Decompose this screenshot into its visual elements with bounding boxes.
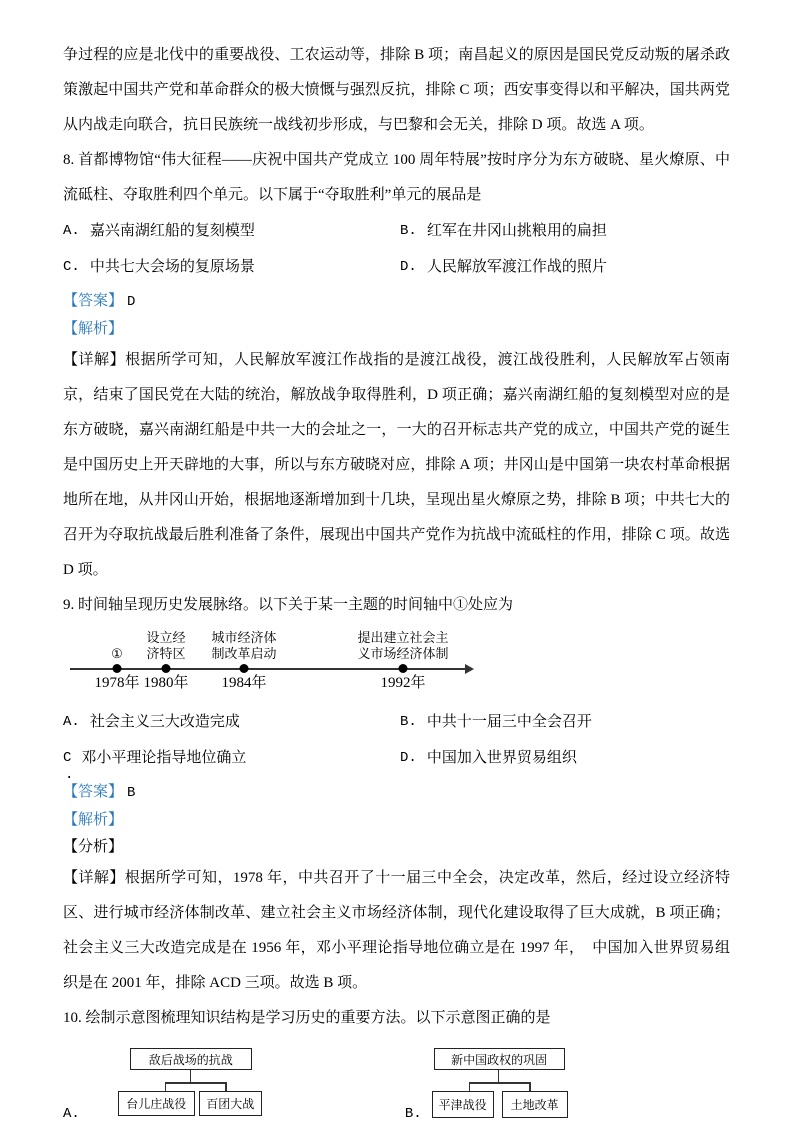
q9-fenxi-label: 【分析】: [63, 839, 124, 855]
q8-option-c: [63, 250, 400, 286]
q9-option-b-text: 中共十一届三中全会召开: [426, 714, 592, 730]
diagram-b-child-box-2: 土地改革: [502, 1091, 568, 1118]
q8-detail-paragraph: [63, 343, 730, 588]
q9-answer-label: 【答案】: [63, 784, 124, 800]
q9-analysis-label: 【解析】: [63, 812, 124, 828]
q8-option-a-label: A.: [63, 223, 80, 239]
diagram-b-root-box: 新中国政权的巩固: [434, 1048, 565, 1070]
connector-line: [469, 1082, 471, 1091]
q10-option-a-label: A.: [63, 1106, 80, 1122]
q8-detail-text: 根据所学可知，人民解放军渡江作战指的是渡江战役，渡江战役胜利，人民解放军占领南京，结束了国民党在大陆的统治，解放战争取得胜利，D 项正确；嘉兴南湖红船的复刻模型对应的是东方破晓，嘉兴南湖红船是中共一大的会址之一，一大的召开标志共产党的成立，中国共产党的诞生是中国历史上开天辟地的大事，所以与东方破晓对应，排除 A 项；井冈山是中国第一块农村革命根据地所在地，从井冈山开始，根据地逐渐增加到十几块，呈现出星火燎原之势，排除 B 项；中共七大的召开为夺取抗战最后胜利准备了条件，展现出中国共产党作为抗战中流砥柱的作用，排除 C 项。故选 D 项。: [63, 352, 730, 578]
q8-option-a: [63, 214, 400, 250]
q9-option-b-label: B.: [400, 714, 417, 730]
timeline-year-1978: 1978年: [94, 675, 140, 691]
connector-line: [225, 1082, 227, 1091]
q9-detail-paragraph: [63, 861, 730, 1001]
q8-option-a-text: 嘉兴南湖红船的复刻模型: [89, 223, 255, 239]
connector-line: [529, 1082, 531, 1091]
q8-option-b-text: 红军在井冈山挑粮用的扁担: [426, 223, 607, 239]
q9-detail-label: 【详解】: [63, 870, 125, 886]
q8-option-c-text: 中共七大会场的复原场景: [89, 259, 255, 275]
q9-detail-text: 根据所学可知，1978 年，中共召开了十一届三中全会，决定改革，然后，经过设立经济特区、进行城市经济体制改革、建立社会主义市场经济体制，现代化建设取得了巨大成就，B 项正确；社会主义三大改造完成是在 1956 年，邓小平理论指导地位确立是在 1997 年， 中国加入世界贸易组织是在 2001 年，排除 ACD 三项。故选 B 项。: [63, 870, 730, 991]
q9-answer-value: B: [127, 785, 136, 801]
timeline-event-1980-label-line2: 济特区: [146, 646, 186, 661]
q9-option-a-text: 社会主义三大改造完成: [89, 714, 240, 730]
q9-fenxi-line: [63, 834, 730, 861]
timeline-event-1992: [357, 627, 448, 693]
connector-line: [165, 1082, 227, 1084]
timeline-event-1978: [94, 627, 139, 693]
q9-option-a-label: A.: [63, 714, 80, 730]
timeline-event-1992-label-line2: 义市场经济体制: [357, 646, 449, 661]
q9-option-d-text: 中国加入世界贸易组织: [426, 750, 577, 766]
q8-answer-line: [63, 288, 730, 316]
q8-analysis-label: 【解析】: [63, 321, 124, 337]
q9-option-c-label: C .: [63, 746, 71, 770]
timeline-year-1984: 1984年: [221, 675, 267, 691]
q8-stem: 8. 首都博物馆“伟大征程——庆祝中国共产党成立 100 周年特展”按时序分为东方破晓、星火燎原、中流砥柱、夺取胜利四个单元。以下属于“夺取胜利”单元的展品是: [63, 152, 730, 203]
diagram-a-child-box-2: 百团大战: [199, 1091, 262, 1116]
timeline-dot: [239, 664, 248, 673]
q9-answer-line: [63, 779, 730, 807]
diagram-a-child-box-1: 台儿庄战役: [118, 1091, 195, 1116]
timeline-event-1984-label-line2: 制改革启动: [211, 646, 277, 661]
timeline-event-1978-label: ①: [111, 646, 123, 661]
q9-stem: 9. 时间轴呈现历史发展脉络。以下关于某一主题的时间轴中①处应为: [63, 597, 514, 613]
timeline-dot: [398, 664, 407, 673]
q8-option-d: [400, 250, 730, 286]
connector-line: [190, 1070, 192, 1082]
q8-option-b-label: B.: [400, 223, 417, 239]
connector-line: [469, 1082, 531, 1084]
q9-option-d-label: D.: [400, 750, 417, 766]
q9-option-b: [400, 705, 730, 741]
timeline-arrow-icon: [465, 664, 474, 674]
timeline-event-1980-label-line1: 设立经: [146, 630, 186, 645]
q8-answer-label: 【答案】: [63, 293, 124, 309]
connector-line: [165, 1082, 167, 1091]
q8-option-d-text: 人民解放军渡江作战的照片: [426, 259, 607, 275]
q10-stem: 10. 绘制示意图梳理知识结构是学习历史的重要方法。以下示意图正确的是: [63, 1010, 551, 1026]
q9-option-d: [400, 741, 730, 777]
q10-diagram-a: [90, 1048, 265, 1123]
q9-analysis-line: [63, 807, 730, 834]
q10-diagram-a-group: [63, 1048, 265, 1123]
q9-options: [63, 705, 730, 783]
q10-diagrams-row: [63, 1048, 730, 1123]
q9-timeline-diagram: [63, 627, 730, 701]
q8-option-c-label: C.: [63, 259, 80, 275]
q9-option-c-wrapped-period: .: [65, 767, 74, 783]
q9-option-a: [63, 705, 400, 741]
q9-option-c: [63, 741, 400, 783]
q8-options: [63, 214, 730, 286]
q10-diagram-b: [432, 1048, 612, 1123]
connector-line: [498, 1070, 500, 1082]
q8-option-b: [400, 214, 730, 250]
timeline-dot: [112, 664, 121, 673]
q10-diagram-b-group: [405, 1048, 612, 1123]
timeline-event-1992-label-line1: 提出建立社会主: [357, 630, 449, 645]
q8-answer-value: D: [127, 294, 136, 310]
timeline-event-1980: [143, 627, 188, 693]
q8-option-d-label: D.: [400, 259, 417, 275]
diagram-a-root-box: 敌后战场的抗战: [130, 1048, 252, 1070]
timeline-dot: [161, 664, 170, 673]
prev-answer-tail-paragraph: 争过程的应是北伐中的重要战役、工农运动等，排除 B 项；南昌起义的原因是国民党反动叛的屠杀政策激起中国共产党和革命群众的极大愤慨与强烈反抗，排除 C 项；西安事变得以和平解决，国共两党从内战走向联合，抗日民族统一战线初步形成，与巴黎和会无关，排除 D 项。故选 A 项。: [63, 47, 730, 133]
q10-option-b-label: B.: [404, 1106, 422, 1122]
q8-analysis-line: [63, 316, 730, 343]
timeline-event-1984-label-line1: 城市经济体: [211, 630, 277, 645]
timeline-year-1992: 1992年: [380, 675, 426, 691]
q8-detail-label: 【详解】: [63, 352, 126, 368]
diagram-b-child-box-1: 平津战役: [432, 1091, 494, 1118]
timeline-year-1980: 1980年: [143, 675, 189, 691]
timeline-event-1984: [211, 627, 276, 693]
q9-option-c-text: 邓小平理论指导地位确立: [81, 750, 247, 766]
